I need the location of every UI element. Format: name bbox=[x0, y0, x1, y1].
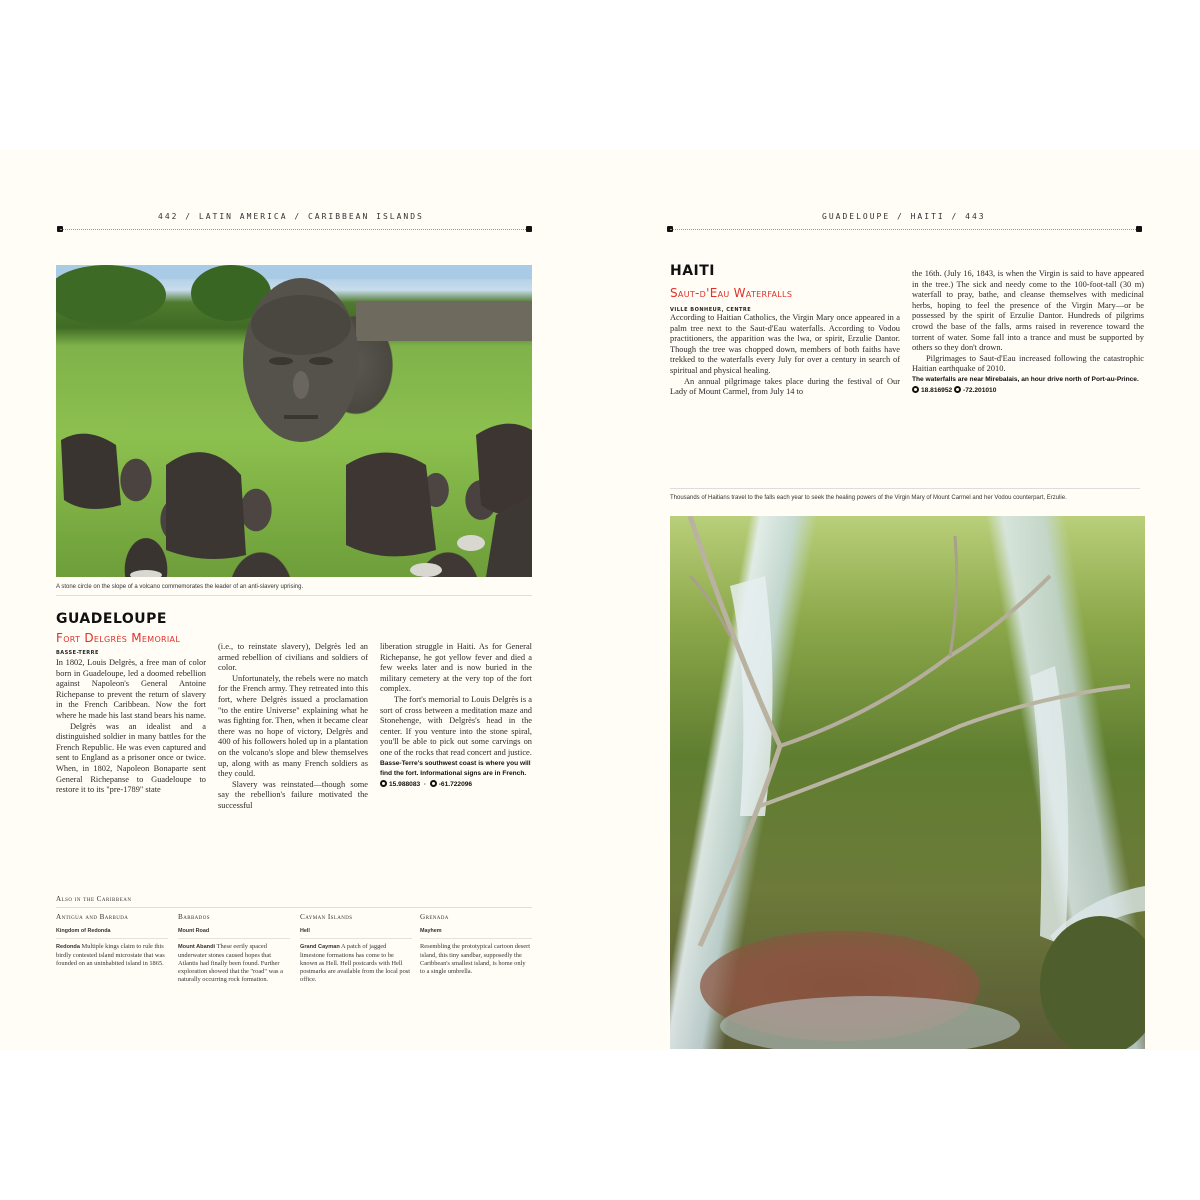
stone-head-sculpture-icon bbox=[56, 265, 532, 577]
also-entry bbox=[420, 913, 532, 976]
left-page bbox=[0, 150, 600, 1050]
also-text: A patch of jagged limestone formations has come to be known as Hell. Hell postcards with Hell postmarks are available from the local post office. bbox=[300, 943, 411, 984]
also-text: These eerily spaced underwater stones caused hopes that Atlantis had finally been found. Further exploration showed that the "road" was a naturally occurring rock formation. bbox=[178, 943, 283, 984]
map-pin-icon bbox=[954, 386, 961, 393]
also-entry bbox=[300, 913, 412, 984]
running-head-left: 442 / LATIN AMERICA / CARIBBEAN ISLANDS bbox=[158, 212, 424, 221]
region-title: HAITI bbox=[670, 263, 716, 279]
body-column-3 bbox=[380, 642, 532, 790]
paragraph: The fort's memorial to Louis Delgrès is a sort of cross between a meditation maze and Stonehenge, with Delgrès's head in the center. If you venture into the stone spiral, you'll be able to pick out some carvings on one of the rocks that read concert and justice. bbox=[380, 694, 532, 757]
also-text: Resembling the prototypical cartoon desert island, this tiny sandbar, supposedly the Caribbean's smallest island, is home only to a single umbrella. bbox=[420, 943, 531, 976]
photo-stone-circle bbox=[56, 265, 532, 577]
also-country: Cayman Islands bbox=[300, 913, 353, 921]
also-lead: Grand Cayman bbox=[300, 944, 340, 951]
paragraph: In 1802, Louis Delgrès, a free man of color born in Guadeloupe, led a doomed rebellion against Napoleon's General Antoine Richepanse to prevent the return of slavery in the French Caribbean. Now the fort where he made his last stand bears his name. bbox=[56, 658, 207, 720]
body-column-1 bbox=[670, 313, 900, 398]
paragraph: the 16th. (July 16, 1843, is when the Virgin is said to have appeared in the tree.) The sick and needy come to the 100-foot-tall (30 m) waterfall to pray, bathe, and cleanse themselves with medicinal herbs, hoping to feel the presence of the Virgin Mary—or be possessed by the spirit of Erzulie Dantor. Hundreds of pilgrims crowd the base of the falls, arms raised in reverence toward the torrent of water. Some fall into a trance and must be supported by others so they don't drown. bbox=[912, 269, 1144, 353]
also-country: Barbados bbox=[178, 913, 210, 921]
site-title: Saut-d'Eau Waterfalls bbox=[670, 286, 793, 300]
rule-dot-icon bbox=[526, 226, 532, 232]
also-place: Hell bbox=[300, 927, 412, 939]
photo-caption: Thousands of Haitians travel to the falls each year to seek the healing powers of the Virgin Mary of Mount Carmel and her Vodou counterpart, Erzulie. bbox=[670, 488, 1140, 502]
directions-tip: The waterfalls are near Mirebalais, an hour drive north of Port-au-Prince. bbox=[912, 375, 1139, 383]
dotted-rule bbox=[670, 229, 1140, 230]
paragraph: An annual pilgrimage takes place during the festival of Our Lady of Mount Carmel, from July 14 to bbox=[670, 376, 900, 397]
paragraph: According to Haitian Catholics, the Virgin Mary once appeared in a palm tree next to the Saut-d'Eau waterfalls. According to Vodou practitioners, the apparition was the lwa, or spirit, Erzulie Dantor. Though the tree was chopped down, members of both faiths have trekked to the waterfalls every July for over a century in search of spiritual and physical healing. bbox=[670, 313, 900, 375]
paragraph: Unfortunately, the rebels were no match for the French army. They retreated into this fort, where Delgrès issued a proclamation "to the entire Universe" explaining what he was fighting for. Then, when it became clear there was no hope of victory, Delgrès and 400 of his followers holed up in a plantation on the volcano's slope and blew themselves up, along with as many French soldiers as they could. bbox=[218, 673, 368, 779]
region-title: GUADELOUPE bbox=[56, 611, 167, 627]
site-title: Fort Delgrès Memorial bbox=[56, 631, 181, 645]
paragraph: (i.e., to reinstate slavery), Delgrès led an armed rebellion of civilians and soldiers of color. bbox=[218, 642, 368, 673]
also-entry bbox=[56, 913, 168, 968]
also-lead: Redonda bbox=[56, 944, 80, 951]
map-pin-icon bbox=[912, 386, 919, 393]
paragraph: Delgrès was an idealist and a distinguished soldier in many battles for the French Republic. He was even captured and sent to England as a prisoner once or twice. When, in 1802, Napoleon Bonaparte sent General Richepanse to Guadeloupe to restore it to its "pre-1789" state bbox=[56, 721, 206, 795]
body-column-2 bbox=[912, 269, 1144, 396]
waterfall-scene-icon bbox=[670, 516, 1145, 1049]
also-country: Antigua and Barbuda bbox=[56, 913, 129, 921]
rule-dot-icon bbox=[1136, 226, 1142, 232]
book-spread bbox=[0, 150, 1200, 1050]
also-place: Mount Road bbox=[178, 927, 290, 939]
paragraph: liberation struggle in Haiti. As for General Richepanse, he got yellow fever and died a few weeks later and is now buried in the military cemetery at the very top of the fort complex. bbox=[380, 642, 532, 694]
also-place: Mayhem bbox=[420, 927, 532, 939]
map-pin-icon bbox=[380, 780, 387, 787]
also-lead: Mount Abandi bbox=[178, 944, 216, 951]
site-location: BASSE-TERRE bbox=[56, 650, 99, 656]
body-column-2 bbox=[218, 642, 368, 812]
coordinates: 15.988083 · -61.722096 bbox=[380, 780, 532, 791]
also-country: Grenada bbox=[420, 913, 449, 921]
coordinates: 18.816952 -72.201010 bbox=[912, 386, 1144, 397]
also-place: Kingdom of Redonda bbox=[56, 927, 168, 939]
map-pin-icon bbox=[430, 780, 437, 787]
photo-waterfall bbox=[670, 516, 1145, 1049]
photo-caption: A stone circle on the slope of a volcano commemorates the leader of an anti-slavery uprising. bbox=[56, 583, 532, 596]
body-column-1 bbox=[56, 658, 206, 796]
dotted-rule bbox=[60, 229, 530, 230]
running-head-right: GUADELOUPE / HAITI / 443 bbox=[822, 212, 986, 221]
directions-tip: Basse-Terre's southwest coast is where you will find the fort. Informational signs are in French. bbox=[380, 759, 531, 778]
paragraph: Pilgrimages to Saut-d'Eau increased following the catastrophic Haitian earthquake of 2010. bbox=[912, 353, 1144, 374]
paragraph: Slavery was reinstated—though some say the rebellion's failure motivated the successful bbox=[218, 779, 368, 810]
site-location: VILLE BONHEUR, CENTRE bbox=[670, 307, 752, 313]
also-entry bbox=[178, 913, 290, 984]
also-text: Multiple kings claim to rule this birdly contested island microstate that was founded on an uninhabited island in 1865. bbox=[56, 943, 165, 967]
also-in-heading: Also in the Caribbean bbox=[56, 895, 532, 908]
